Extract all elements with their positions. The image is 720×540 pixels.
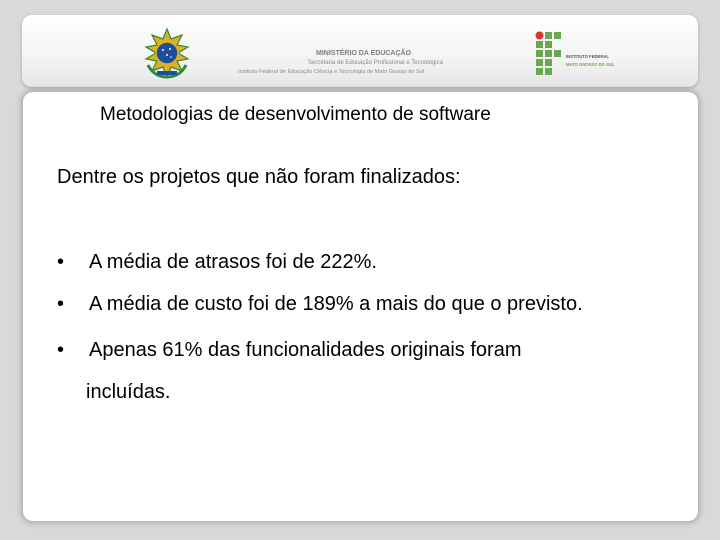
ministry-title: MINISTÉRIO DA EDUCAÇÃO <box>316 50 412 57</box>
bullet-icon: • <box>57 339 65 361</box>
if-logo-line1: INSTITUTO FEDERAL <box>566 54 609 59</box>
bullet-text: A média de atrasos foi de 222%. <box>89 251 377 273</box>
bullet-icon: • <box>57 251 65 273</box>
slide-title: Metodologias de desenvolvimento de software <box>100 104 491 125</box>
ministry-institute: Instituto Federal de Educação Ciência e Tecnologia de Mato Grosso do Sul <box>238 69 425 75</box>
bullet-continuation: incluídas. <box>86 381 171 403</box>
ministry-secretariat: Secretaria de Educação Profissional e Tecnológica <box>308 60 443 66</box>
instituto-federal-logo-icon <box>535 31 563 77</box>
bullet-icon: • <box>57 293 65 315</box>
bullet-text: A média de custo foi de 189% a mais do que o previsto. <box>89 293 583 315</box>
if-logo-line2: MATO GROSSO DO SUL <box>566 62 615 67</box>
if-logo-text <box>566 55 636 77</box>
bullet-text: Apenas 61% das funcionalidades originais foram <box>89 339 522 361</box>
lead-text: Dentre os projetos que não foram finalizados: <box>57 166 461 188</box>
ministry-text-block <box>238 50 488 80</box>
brazil-coat-of-arms-icon <box>140 27 194 81</box>
